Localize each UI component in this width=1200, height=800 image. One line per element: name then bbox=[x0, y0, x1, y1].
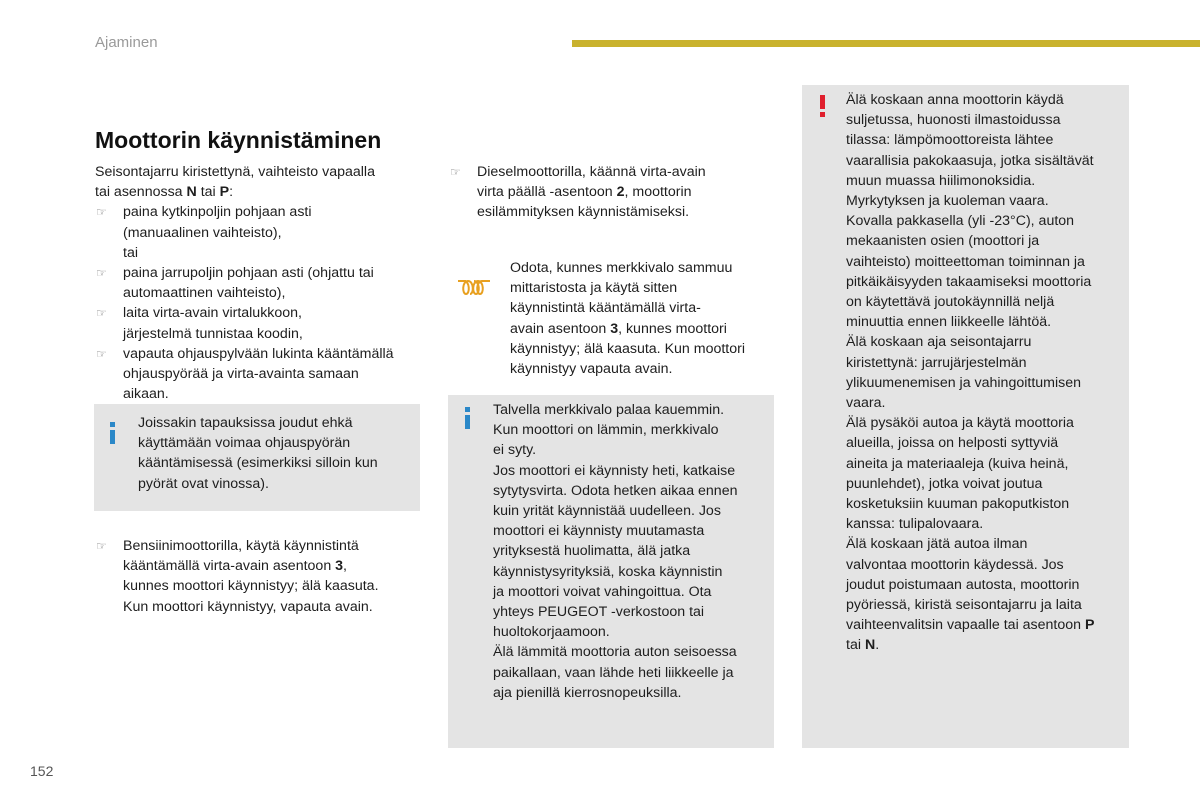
pointer-icon: ☞ bbox=[96, 306, 107, 321]
warning-icon bbox=[820, 95, 825, 117]
pointer-icon: ☞ bbox=[96, 266, 107, 281]
page-title: Moottorin käynnistäminen bbox=[95, 127, 382, 153]
pointer-icon: ☞ bbox=[96, 346, 107, 361]
start-procedure bbox=[95, 162, 425, 404]
header-accent-bar bbox=[572, 40, 1200, 47]
warning-text: Älä koskaan anna moottorin käydä suljetussa, huonosti ilmastoidussa tilassa: lämpömoottoreista lähtee vaarallisia pakokaasuja, jotka sisältävät muun muassa hiilimonoksidia. Myrkytyksen ja kuoleman vaara. Kovalla pakkasella (yli -23°C), auton mekaanisten osien (moottori ja vaihteisto) moitteettoman toiminnan ja pitkäikäisyyden takaamiseksi moottoria on käytettävä joutokäynnillä neljä minuuttia ennen liikkeelle lähtöä. Älä koskaan aja seisontajarru kiristettynä: jarrujärjestelmän ylikuumenemisen ja vahingoittumisen vaara. Älä pysäköi autoa ja käytä moottoria alueilla, joissa on helposti syttyviä aineita ja materiaaleja (kuiva heinä, puunlehdet), jotka voivat joutua kosketuksiin kuuman pakoputkiston kanssa: tulipalovaara. Älä koskaan jätä autoa ilman valvontaa moottorin käydessä. Jos joudut poistumaan autosta, moottorin pyöriessä, kiristä seisontajarru ja laita vaihteenvalitsin vapaalle tai asentoon P tai N. bbox=[846, 92, 1095, 654]
pointer-icon: ☞ bbox=[96, 539, 107, 553]
pointer-icon: ☞ bbox=[450, 165, 461, 179]
list-item: ☞ Dieselmoottorilla, käännä virta-avain virta päällä -asentoon 2, moottorin esilämmityksen käynnistämiseksi. bbox=[450, 164, 706, 221]
info-icon bbox=[465, 407, 470, 429]
diesel-instructions bbox=[449, 162, 779, 223]
list-item: ☞ paina kytkinpoljin pohjaan asti (manuaalinen vaihteisto), tai bbox=[96, 204, 312, 261]
glow-plug-text: Odota, kunnes merkkivalo sammuu mittaristosta ja käytä sitten käynnistintä kääntämällä virta- avain asentoon 3, kunnes moottori käynnistyy; älä kaasuta. Kun moottori käynnistyy vapauta avain. bbox=[510, 260, 746, 378]
info-box bbox=[94, 404, 420, 511]
list-item: ☞ paina jarrupoljin pohjaan asti (ohjattu tai automaattinen vaihteisto), bbox=[96, 265, 374, 302]
glow-plug-icon bbox=[456, 278, 492, 298]
section-label: Ajaminen bbox=[95, 34, 158, 51]
info-icon bbox=[110, 422, 115, 444]
info-text: Joissakin tapauksissa joudut ehkä käyttämään voimaa ohjauspyörän kääntämisessä (esimerkiksi silloin kun pyörät ovat vinossa). bbox=[138, 415, 378, 492]
petrol-instructions bbox=[95, 536, 425, 617]
page-number: 152 bbox=[30, 763, 54, 779]
pointer-icon: ☞ bbox=[96, 205, 107, 220]
list-item: ☞ laita virta-avain virtalukkoon, järjestelmä tunnistaa koodin, bbox=[96, 305, 303, 342]
warning-box bbox=[802, 85, 1129, 748]
intro-text: Seisontajarru kiristettynä, vaihteisto vapaalla tai asennossa N tai P: bbox=[95, 164, 375, 201]
winter-info-text: Talvella merkkivalo palaa kauemmin. Kun moottori on lämmin, merkkivalo ei syty. Jos moottori ei käynnisty heti, katkaise sytytysvirta. Odota hetken aikaa ennen kuin yrität käynnistää uudelleen. Jos moottori ei käynnisty muutamasta yrityksestä huolimatta, älä jatka käynnistysyrityksiä, koska käynnistin ja moottori voivat vahingoittua. Ota yhteys PEUGEOT -verkostoon tai huoltokorjaamoon. Älä lämmitä moottoria auton seisoessa paikallaan, vaan lähde heti liikkeelle ja aja pienillä kierrosnopeuksilla. bbox=[493, 402, 738, 701]
list-item: ☞ vapauta ohjauspylvään lukinta kääntämällä ohjauspyörää ja virta-avainta samaan aikaan. bbox=[96, 345, 394, 403]
list-item: ☞ Bensiinimoottorilla, käytä käynnistintä kääntämällä virta-avain asentoon 3, kunnes moottori käynnistyy; älä kaasuta. Kun moottori käynnistyy, vapauta avain. bbox=[96, 538, 379, 615]
winter-info-box bbox=[448, 395, 774, 748]
